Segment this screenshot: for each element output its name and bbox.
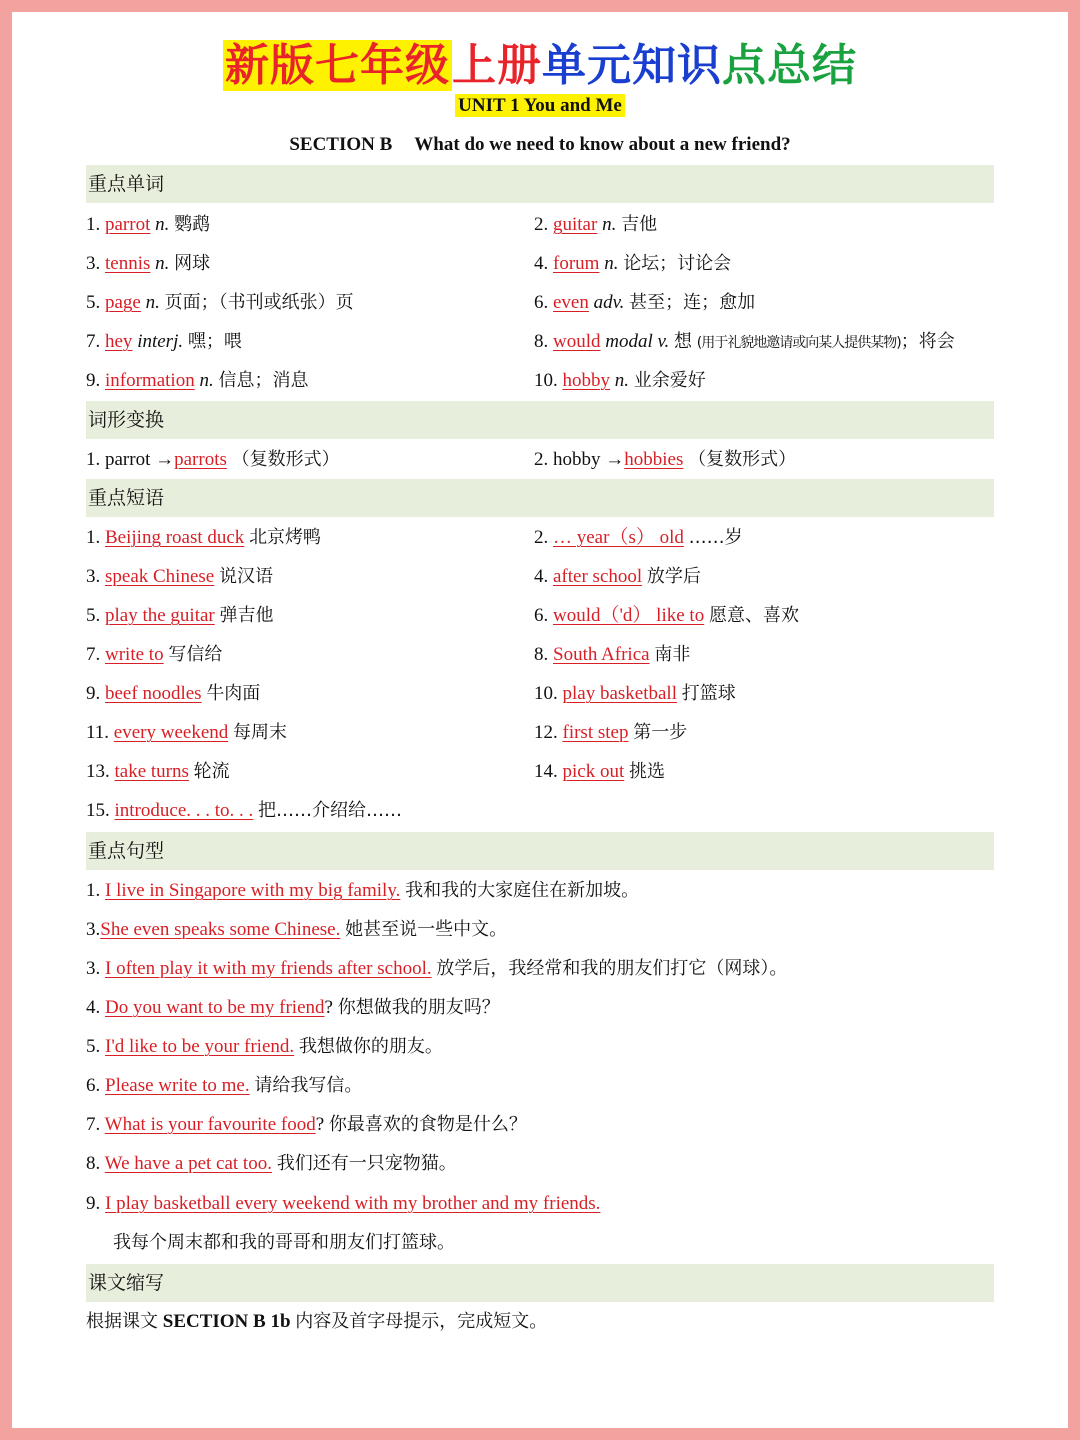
vocab-item: 1. parrot n. 鹦鹉 xyxy=(86,214,211,235)
unit-label xyxy=(12,95,1068,117)
phrase-item: 1. Beijing roast duck 北京烤鸭 xyxy=(86,527,322,548)
sentence-item: 3. I often play it with my friends after school. 放学后，我经常和我的朋友们打它（网球）。 xyxy=(86,958,788,979)
section-label: SECTION B xyxy=(289,134,393,155)
vocab-heading: 重点单词 xyxy=(86,165,994,203)
phrase-item: 5. play the guitar 弹吉他 xyxy=(86,605,274,626)
phrase-item: 2. … year（s） old ……岁 xyxy=(534,527,743,548)
vocab-item: 6. even adv. 甚至；连；愈加 xyxy=(534,292,756,313)
phrase-item: 14. pick out 挑选 xyxy=(534,761,665,782)
phrase-item: 12. first step 第一步 xyxy=(534,722,688,743)
form-item: 1. parrot →parrots （复数形式） xyxy=(86,449,340,470)
sentence-item: 5. I'd like to be your friend. 我想做你的朋友。 xyxy=(86,1036,443,1057)
vocab-item: 5. page n. 页面；（书刊或纸张）页 xyxy=(86,292,354,313)
form-item: 2. hobby →hobbies （复数形式） xyxy=(534,449,797,470)
phrase-item: 7. write to 写信给 xyxy=(86,644,223,665)
forms-heading: 词形变换 xyxy=(86,401,994,439)
title-part-summary: 点总结 xyxy=(722,40,857,91)
sentence-item: 8. We have a pet cat too. 我们还有一只宠物猫。 xyxy=(86,1153,457,1174)
sentences-heading: 重点句型 xyxy=(86,832,994,870)
unit-label-text: UNIT 1 You and Me xyxy=(455,94,625,117)
sentence-item: 1. I live in Singapore with my big family. 我和我的大家庭住在新加坡。 xyxy=(86,880,640,901)
vocab-item: 7. hey interj. 嘿；喂 xyxy=(86,331,242,352)
phrase-item: 4. after school 放学后 xyxy=(534,566,701,587)
phrase-item: 15. introduce. . . to. . . 把……介绍给…… xyxy=(86,800,403,821)
title-part-volume: 上册 xyxy=(452,40,542,91)
title-part-grade: 新版七年级 xyxy=(225,40,450,91)
sentence-item: 7. What is your favourite food? 你最喜欢的食物是什么？ xyxy=(86,1114,527,1135)
sentence-translation: 我每个周末都和我的哥哥和朋友们打篮球。 xyxy=(113,1232,455,1253)
section-question: What do we need to know about a new friend? xyxy=(414,134,791,155)
summary-instruction: 根据课文 SECTION B 1b 内容及首字母提示，完成短文。 xyxy=(86,1311,548,1332)
vocab-item: 4. forum n. 论坛；讨论会 xyxy=(534,253,732,274)
vocab-item: 9. information n. 信息；消息 xyxy=(86,370,309,391)
phrase-item: 8. South Africa 南非 xyxy=(534,644,691,665)
vocab-item: 10. hobby n. 业余爱好 xyxy=(534,370,706,391)
vocab-item: 2. guitar n. 吉他 xyxy=(534,214,658,235)
page-title xyxy=(12,38,1068,94)
phrase-item: 3. speak Chinese 说汉语 xyxy=(86,566,273,587)
phrase-item: 9. beef noodles 牛肉面 xyxy=(86,683,261,704)
phrase-item: 11. every weekend 每周末 xyxy=(86,722,288,743)
title-part-unit: 单元知识 xyxy=(542,40,722,91)
worksheet-page xyxy=(12,12,1068,1428)
sentence-item: 6. Please write to me. 请给我写信。 xyxy=(86,1075,363,1096)
section-heading xyxy=(12,134,1068,156)
sentence-item: 3.She even speaks some Chinese. 她甚至说一些中文。 xyxy=(86,919,508,940)
phrase-item: 10. play basketball 打篮球 xyxy=(534,683,736,704)
phrase-item: 6. would（'d） like to 愿意、喜欢 xyxy=(534,605,799,626)
vocab-item: 8. would modal v. 想 (用于礼貌地邀请或向某人提供某物)；将会 xyxy=(534,331,955,352)
vocab-item: 3. tennis n. 网球 xyxy=(86,253,211,274)
sentence-item: 4. Do you want to be my friend? 你想做我的朋友吗？ xyxy=(86,997,500,1018)
phrases-heading: 重点短语 xyxy=(86,479,994,517)
summary-heading: 课文缩写 xyxy=(86,1264,994,1302)
sentence-item: 9. I play basketball every weekend with my brother and my friends. xyxy=(86,1193,601,1214)
phrase-item: 13. take turns 轮流 xyxy=(86,761,230,782)
